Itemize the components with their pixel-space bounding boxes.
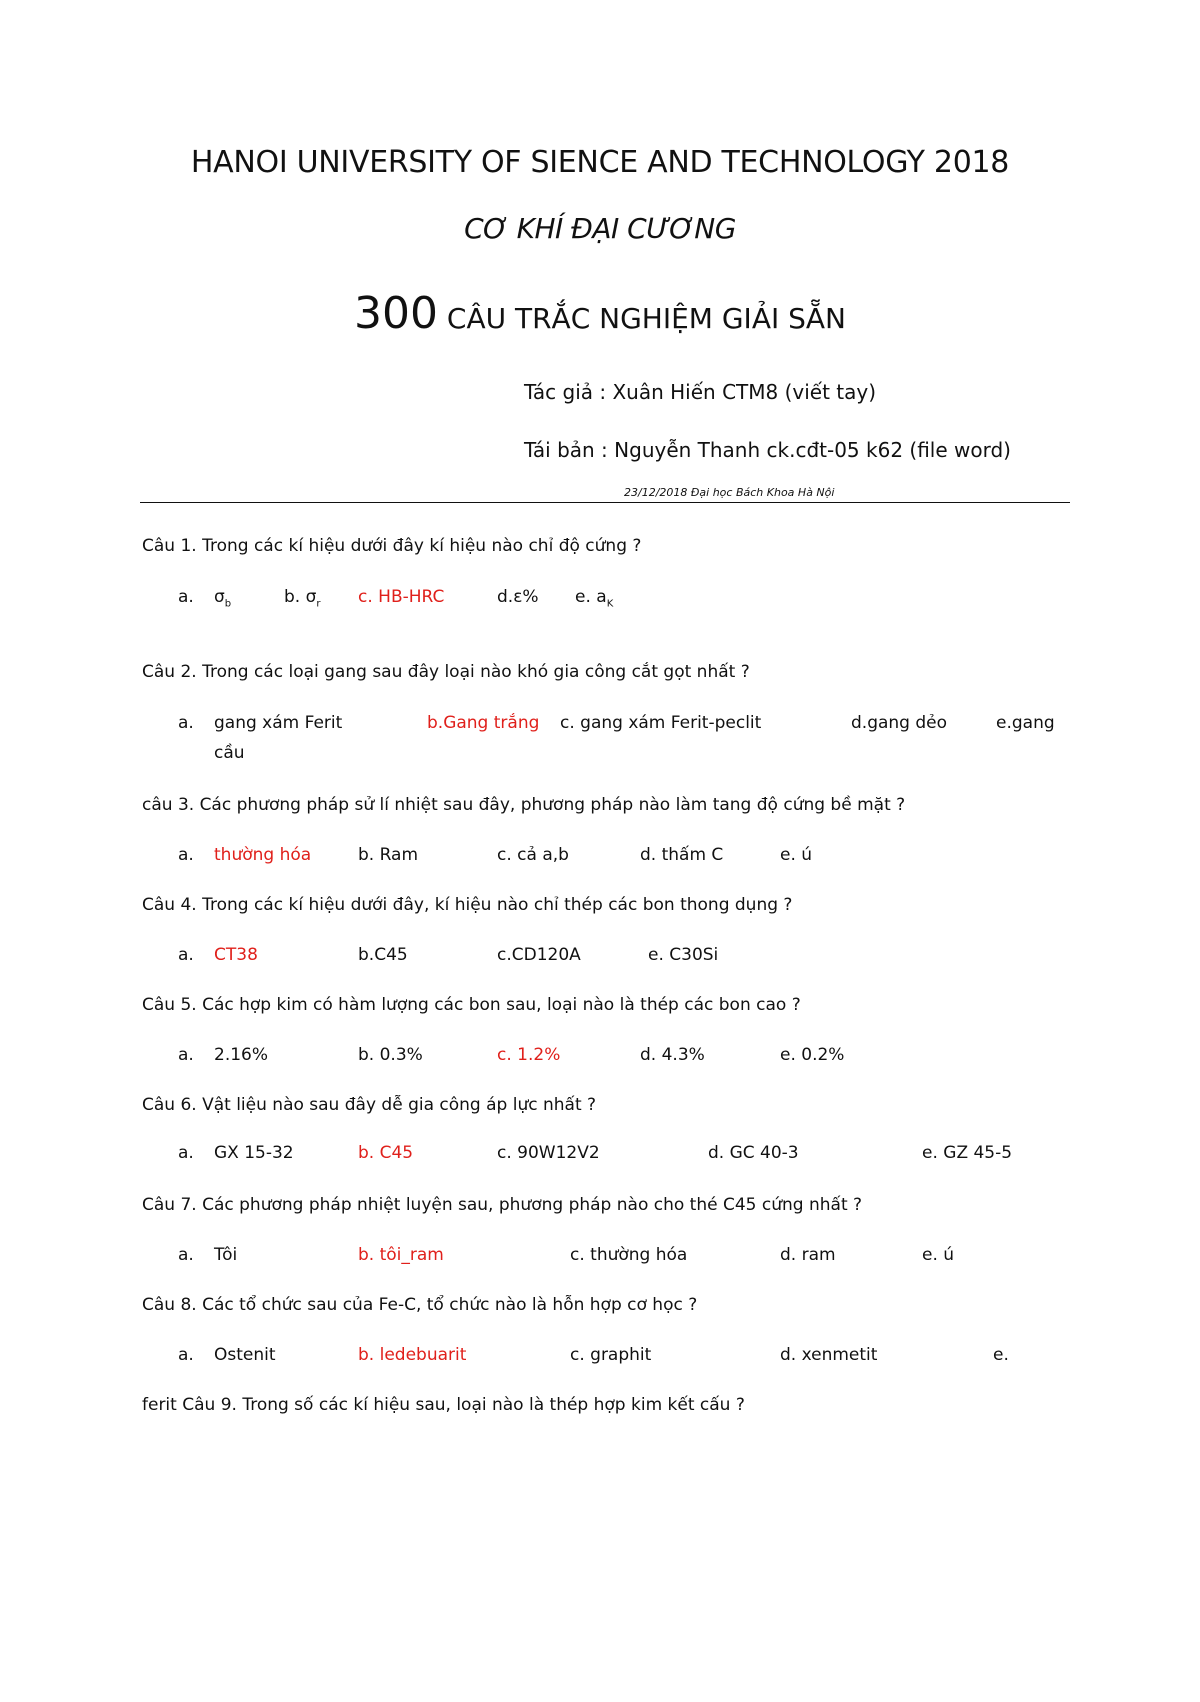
- author-line: Tác giả : Xuân Hiến CTM8 (viết tay): [524, 380, 877, 404]
- option-label: a.: [178, 845, 194, 865]
- option-label: a.: [178, 1345, 194, 1365]
- question-1: Câu 1. Trong các kí hiệu dưới đây kí hiệu nào chỉ độ cứng ?: [142, 536, 642, 556]
- option-e: e. C30Si: [648, 945, 719, 965]
- question-2: Câu 2. Trong các loại gang sau đây loại nào khó gia công cắt gọt nhất ?: [142, 662, 750, 682]
- option-c-answer: c. 1.2%: [497, 1045, 561, 1065]
- option-d: d. GC 40-3: [708, 1143, 799, 1163]
- date-rule: [140, 486, 1070, 503]
- subject-title: CƠ KHÍ ĐẠI CƯƠNG: [464, 212, 736, 245]
- date-line: 23/12/2018 Đại học Bách Khoa Hà Nội: [624, 486, 835, 499]
- option-d: d. ram: [780, 1245, 836, 1265]
- option-label: a.: [178, 1045, 194, 1065]
- option-e: e. ú: [922, 1245, 955, 1265]
- option-a: GX 15-32: [214, 1143, 294, 1163]
- option-label: a.: [178, 1143, 194, 1163]
- option-e: e. ú: [780, 845, 813, 865]
- option-c-answer: c. HB-HRC: [358, 587, 445, 607]
- question-6: Câu 6. Vật liệu nào sau đây dễ gia công áp lực nhất ?: [142, 1095, 597, 1115]
- question-5: Câu 5. Các hợp kim có hàm lượng các bon sau, loại nào là thép các bon cao ?: [142, 995, 801, 1015]
- question-7: Câu 7. Các phương pháp nhiệt luyện sau, phương pháp nào cho thé C45 cứng nhất ?: [142, 1195, 863, 1215]
- option-b: b. Ram: [358, 845, 419, 865]
- university-title: HANOI UNIVERSITY OF SIENCE AND TECHNOLOGY 2018: [190, 145, 1010, 180]
- option-d: d.gang dẻo: [851, 713, 948, 733]
- option-a: $\sigma_b$: [214, 587, 232, 610]
- question-count: 300: [354, 288, 438, 339]
- option-e-cont: cầu: [214, 743, 245, 763]
- option-a: Tôi: [214, 1245, 238, 1265]
- option-c: c. thường hóa: [570, 1245, 688, 1265]
- option-d: d. 4.3%: [640, 1045, 705, 1065]
- option-a: gang xám Ferit: [214, 713, 343, 733]
- option-c: c.CD120A: [497, 945, 581, 965]
- option-b: b. $\sigma_r$: [284, 587, 321, 610]
- option-e: e.gang: [996, 713, 1055, 733]
- option-b-answer: b. ledebuarit: [358, 1345, 467, 1365]
- option-c: c. 90W12V2: [497, 1143, 600, 1163]
- question-4: Câu 4. Trong các kí hiệu dưới đây, kí hiệu nào chỉ thép các bon thong dụng ?: [142, 895, 793, 915]
- option-d: d.ε%: [497, 587, 539, 607]
- option-e: e. GZ 45-5: [922, 1143, 1013, 1163]
- main-title-text: CÂU TRẮC NGHIỆM GIẢI SẴN: [446, 302, 846, 335]
- option-b: b. 0.3%: [358, 1045, 423, 1065]
- option-label: a.: [178, 713, 194, 733]
- question-3: câu 3. Các phương pháp sử lí nhiệt sau đây, phương pháp nào làm tang độ cứng bề mặt ?: [142, 795, 906, 815]
- option-a-answer: thường hóa: [214, 845, 312, 865]
- option-d: d. thấm C: [640, 845, 724, 865]
- option-a-answer: CT38: [214, 945, 258, 965]
- option-e: e. $a_K$: [575, 587, 614, 610]
- option-b-answer: b.Gang trắng: [427, 713, 540, 733]
- option-e: e. 0.2%: [780, 1045, 845, 1065]
- option-label: a.: [178, 945, 194, 965]
- option-c: c. gang xám Ferit-peclit: [560, 713, 762, 733]
- question-8: Câu 8. Các tổ chức sau của Fe-C, tổ chức nào là hỗn hợp cơ học ?: [142, 1295, 698, 1315]
- reprint-line: Tái bản : Nguyễn Thanh ck.cđt-05 k62 (file word): [524, 438, 1011, 462]
- main-title: [0, 288, 1200, 339]
- option-a: Ostenit: [214, 1345, 276, 1365]
- option-label: a.: [178, 587, 194, 607]
- option-b-answer: b. tôi_ram: [358, 1245, 444, 1265]
- option-d: d. xenmetit: [780, 1345, 878, 1365]
- option-e: e.: [993, 1345, 1009, 1365]
- option-c: c. cả a,b: [497, 845, 569, 865]
- question-9: ferit Câu 9. Trong số các kí hiệu sau, loại nào là thép hợp kim kết cấu ?: [142, 1395, 745, 1415]
- option-label: a.: [178, 1245, 194, 1265]
- option-a: 2.16%: [214, 1045, 269, 1065]
- option-b: b.C45: [358, 945, 408, 965]
- option-c: c. graphit: [570, 1345, 652, 1365]
- option-b-answer: b. C45: [358, 1143, 414, 1163]
